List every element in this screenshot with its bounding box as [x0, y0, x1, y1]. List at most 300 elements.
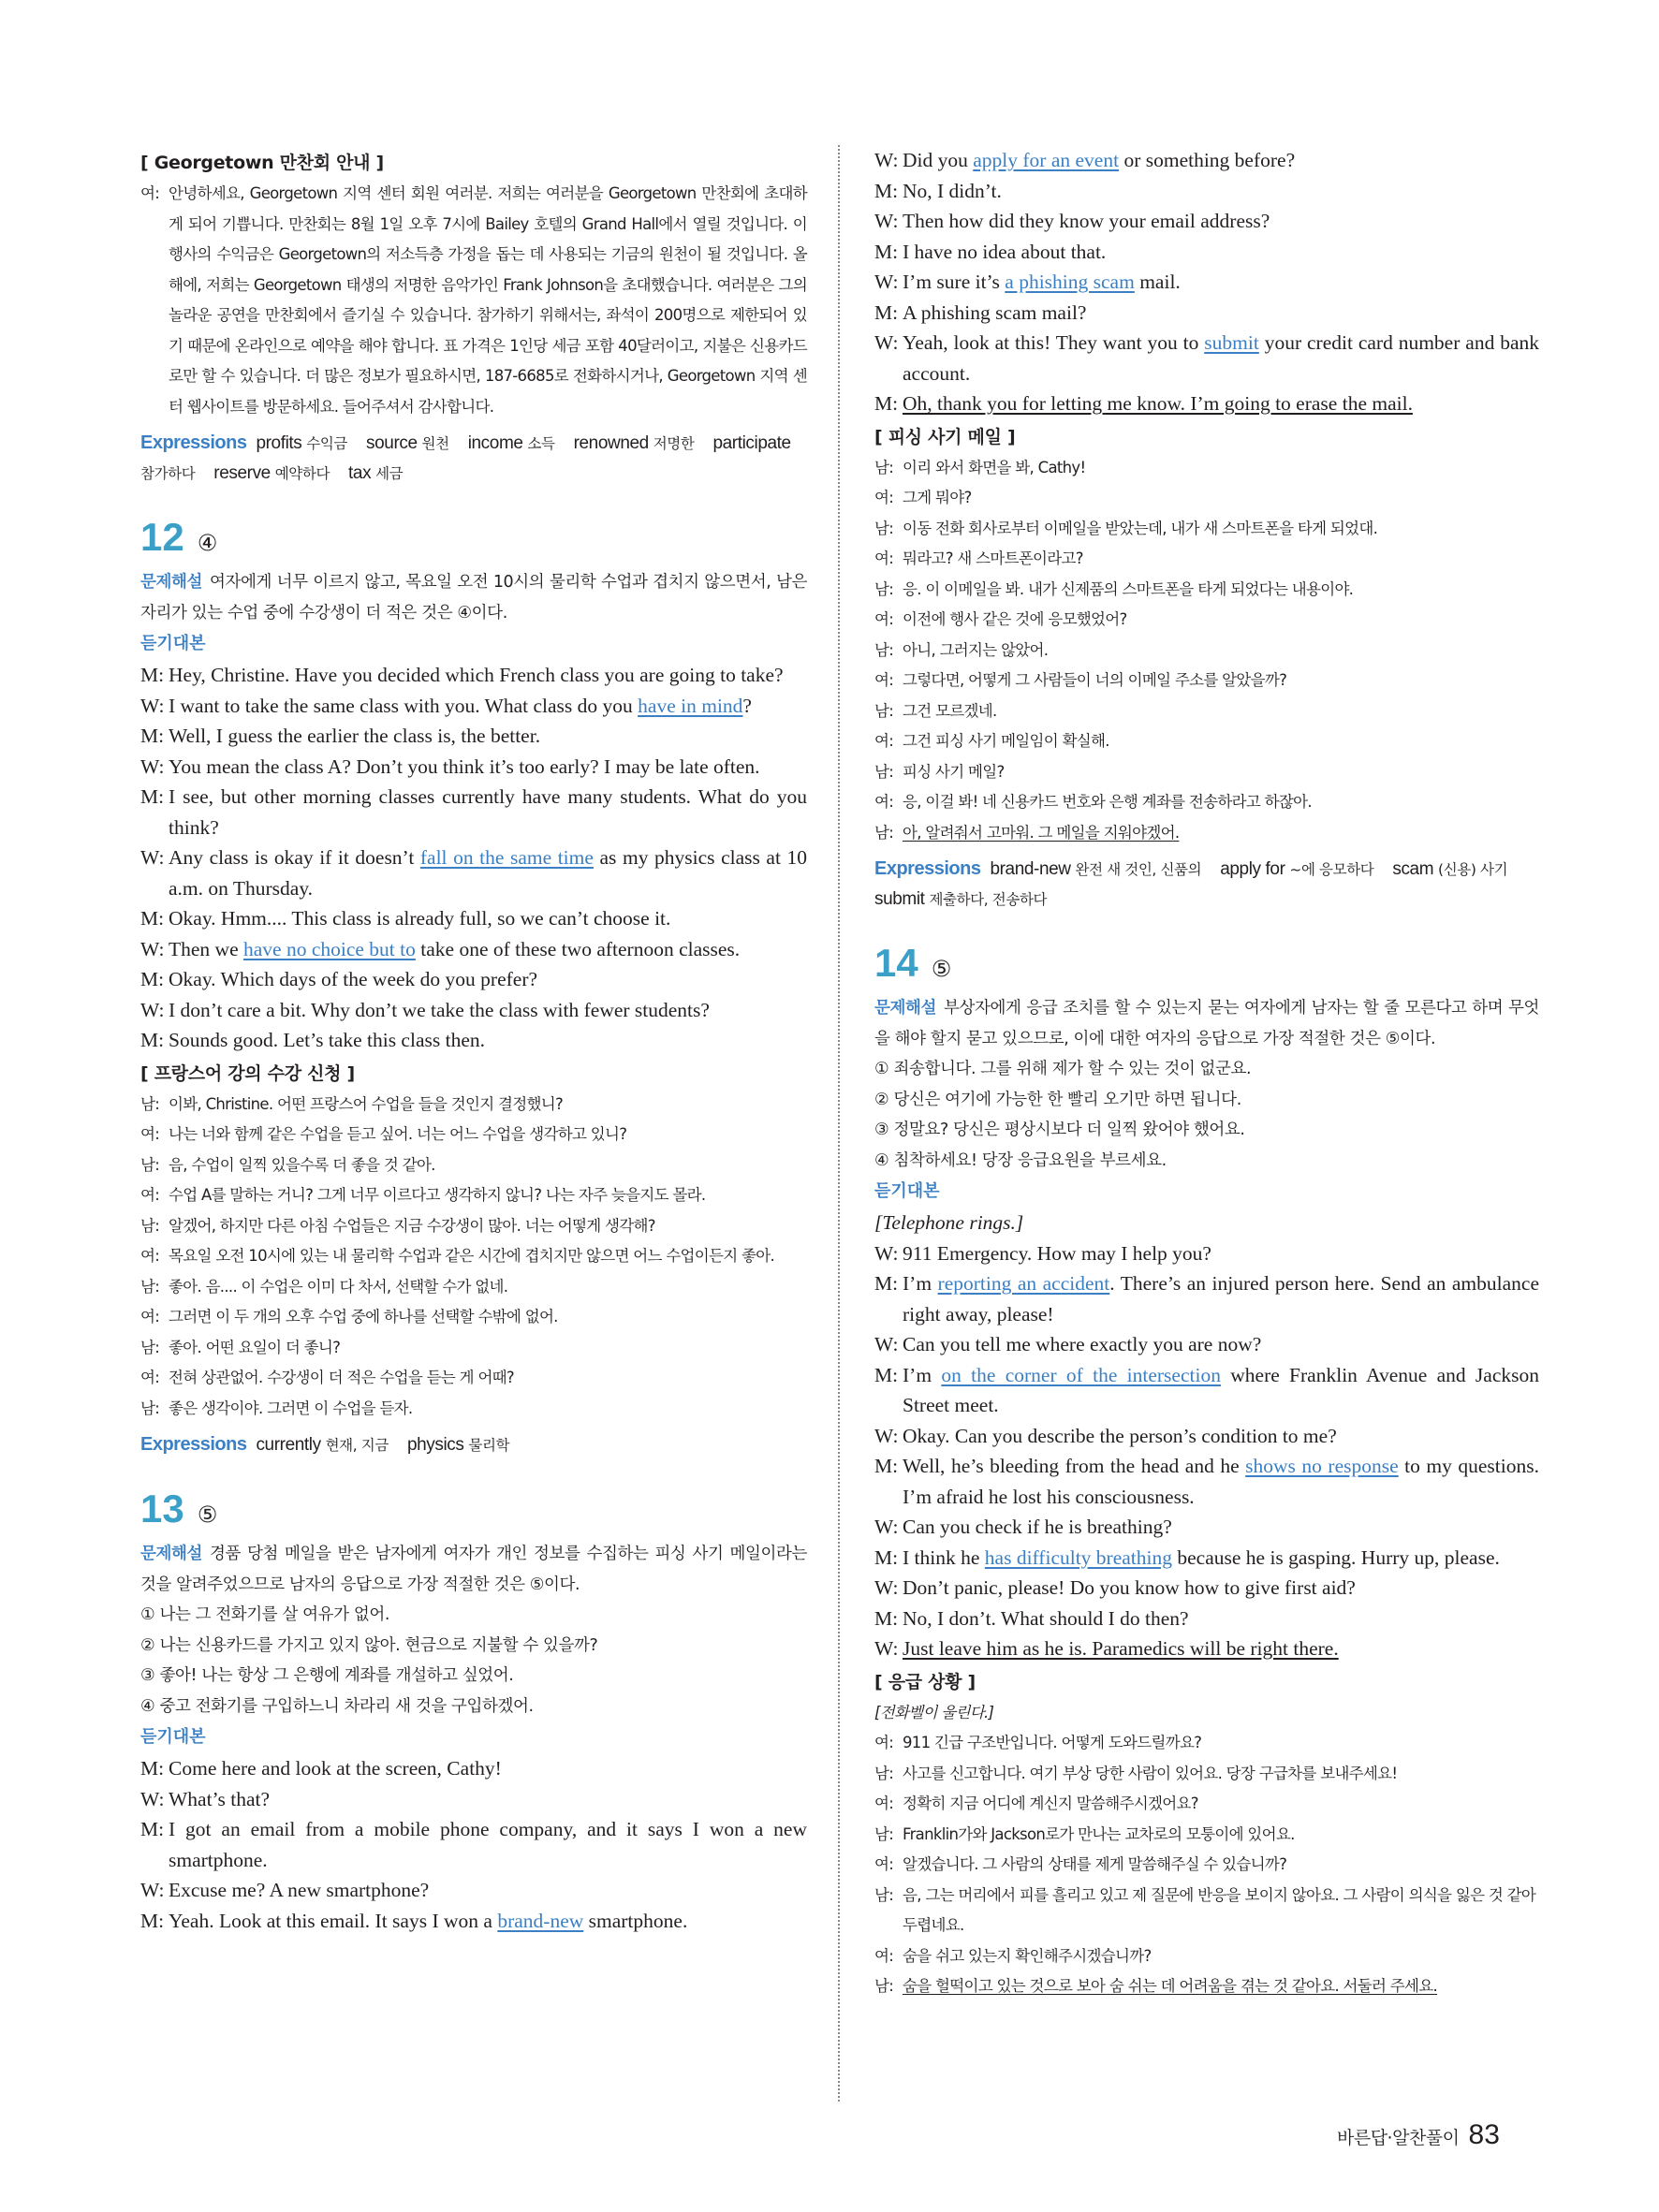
- key-expression: apply for an event: [973, 149, 1120, 171]
- expression-word: participate: [712, 433, 791, 453]
- speaker-label: W:: [140, 998, 165, 1021]
- translation-line: [874, 757, 1539, 788]
- script-line: [140, 660, 807, 691]
- line-text: Okay. Hmm.... This class is already full, so we can’t choose it.: [169, 907, 671, 930]
- translation-line: [874, 818, 1539, 849]
- script-line: [140, 1906, 807, 1937]
- key-expression: on the corner of the intersection: [941, 1363, 1221, 1386]
- page-footer: [1337, 2119, 1500, 2151]
- speaker-label: 남:: [874, 1824, 894, 1843]
- translation-line: [874, 1881, 1539, 1941]
- translation-line: [874, 787, 1539, 818]
- answer-sentence: Oh, thank you for letting me know. I’m going to erase the mail.: [903, 392, 1413, 415]
- line-text: 응. 이 이메일을 봐. 내가 신제품의 스마트폰을 타게 되었다는 내용이야.: [903, 579, 1354, 598]
- translation-line: [874, 605, 1539, 636]
- line-text: 이봐, Christine. 어떤 프랑스어 수업을 들을 것인지 결정했니?: [169, 1094, 564, 1113]
- text-segment: take one of these two afternoon classes.: [415, 937, 741, 960]
- translation-line: [874, 696, 1539, 727]
- expression-word: profits: [256, 433, 307, 453]
- line-text: [903, 145, 1539, 176]
- column-divider: [838, 145, 840, 2102]
- key-expression: have in mind: [638, 694, 743, 717]
- script-line: [874, 1633, 1539, 1664]
- script-13-continued: [874, 145, 1539, 419]
- line-text: 좋아. 어떤 요일이 더 좋니?: [169, 1338, 341, 1356]
- answer-mark: ⑤: [931, 956, 952, 982]
- script-line: [874, 1421, 1539, 1452]
- text-segment: ?: [742, 694, 752, 717]
- speaker-label: M:: [140, 907, 165, 930]
- script-line: [874, 145, 1539, 176]
- line-text: I see, but other morning classes currently have many students. What do you think?: [169, 785, 807, 839]
- speaker-label: W:: [874, 1333, 899, 1355]
- expressions-12: [140, 1429, 807, 1460]
- line-text: 음, 수업이 일찍 있을수록 더 좋을 것 같아.: [169, 1155, 435, 1174]
- speaker-label: W:: [874, 1576, 899, 1599]
- line-text: [169, 934, 807, 965]
- script-13: [140, 1753, 807, 1936]
- question-13-header: [140, 1485, 807, 1539]
- line-text: [903, 1268, 1539, 1329]
- line-text: What’s that?: [169, 1787, 271, 1810]
- text-segment: I’m sure it’s: [903, 271, 1006, 293]
- script-line: [874, 206, 1539, 237]
- stage-direction: [Telephone rings.]: [874, 1211, 1024, 1234]
- speaker-label: M:: [874, 300, 899, 324]
- text-segment: Then we: [169, 937, 243, 960]
- script-line: [874, 1573, 1539, 1604]
- line-text: 좋은 생각이야. 그러면 이 수업을 듣자.: [169, 1399, 413, 1417]
- script-line: [140, 782, 807, 842]
- answer-mark: ⑤: [197, 1502, 218, 1528]
- speaker-label: 남:: [874, 701, 894, 720]
- option-item: ③ 정말요? 당신은 평상시보다 더 일찍 왔어야 했어요.: [874, 1121, 1245, 1139]
- text-segment: Yeah, look at this! They want you to: [903, 331, 1205, 354]
- option-item: ① 나는 그 전화기를 살 여유가 없어.: [140, 1605, 389, 1624]
- option-item: ④ 중고 전화기를 구입하느니 차라리 새 것을 구입하겠어.: [140, 1696, 534, 1716]
- speaker-label: M:: [140, 1757, 165, 1780]
- text-segment: Did you: [903, 149, 974, 171]
- script-line: [140, 934, 807, 965]
- option-item: ③ 좋아! 나는 항상 그 은행에 계좌를 개설하고 싶었어.: [140, 1666, 514, 1685]
- question-number: 14: [874, 941, 918, 985]
- question-number: 13: [140, 1487, 184, 1531]
- explanation-12: [140, 567, 807, 628]
- script-line: [874, 388, 1539, 419]
- line-text: I got an email from a mobile phone company, and it says I won a new smartphone.: [169, 1818, 807, 1871]
- expressions-13: [874, 854, 1539, 915]
- speaker-label: W:: [874, 210, 899, 232]
- script-line: [874, 328, 1539, 388]
- line-text: Okay. Which days of the week do you prefer?: [169, 968, 538, 990]
- script-line: [140, 691, 807, 722]
- speaker-label: 여:: [140, 1186, 160, 1204]
- text-segment: where Franklin Avenue and Jackson Street meet.: [903, 1363, 1539, 1416]
- explanation-text: 부상자에게 응급 조치를 할 수 있는지 묻는 여자에게 남자는 할 줄 모른다고 하며 무엇을 해야 할지 묻고 있으므로, 이에 대한 여자의 응답으로 가장 적절한 것은 ⑤이다.: [874, 999, 1539, 1048]
- line-text: [903, 1451, 1539, 1512]
- expression-meaning: 물리학: [468, 1437, 510, 1454]
- translation-line: [140, 1333, 807, 1364]
- speaker-label: 남:: [874, 458, 894, 476]
- expression-meaning: 참가하다: [140, 465, 196, 482]
- translation-line: [140, 1302, 807, 1333]
- line-text: A phishing scam mail?: [903, 300, 1087, 324]
- speaker-label: 여:: [874, 489, 894, 506]
- speaker-label: 여:: [140, 184, 160, 202]
- line-text: 나는 너와 함께 같은 수업을 듣고 싶어. 너는 어느 수업을 생각하고 있니?: [169, 1125, 627, 1143]
- text-segment: or something before?: [1119, 149, 1296, 171]
- script-line: [874, 1543, 1539, 1574]
- line-text: [169, 842, 807, 903]
- speaker-label: W:: [874, 1241, 899, 1265]
- line-text: Well, I guess the earlier the class is, the better.: [169, 725, 541, 747]
- line-text: 사고를 신고합니다. 여기 부상 당한 사람이 있어요. 당장 구급차를 보내주세요!: [903, 1764, 1398, 1782]
- option-item: ① 죄송합니다. 그를 위해 제가 할 수 있는 것이 없군요.: [874, 1060, 1252, 1078]
- script-line: [140, 964, 807, 995]
- translation-12: [140, 1090, 807, 1425]
- script-line: [140, 1814, 807, 1875]
- book-title: 바른답·알찬풀이: [1337, 2128, 1460, 2148]
- script-line: [140, 1875, 807, 1906]
- speaker-label: W:: [874, 331, 899, 354]
- text-segment: to my questions. I’m afraid he lost his consciousness.: [903, 1455, 1539, 1508]
- line-text: 목요일 오전 10시에 있는 내 물리학 수업과 같은 시간에 겹치지만 않으면 어느 수업이든지 좋아.: [169, 1247, 775, 1265]
- translation-line: [874, 1759, 1539, 1790]
- expression-meaning: 원천: [421, 435, 449, 452]
- speaker-label: 여:: [874, 1734, 894, 1751]
- text-segment: Well, he’s bleeding from the head and he: [903, 1455, 1246, 1477]
- script-line: [874, 1451, 1539, 1512]
- speaker-label: M:: [874, 1272, 899, 1295]
- announce-paragraph: [140, 179, 807, 422]
- text-segment: I’m: [903, 1272, 938, 1295]
- line-text: [169, 691, 807, 722]
- line-text: 피싱 사기 메일?: [903, 762, 1005, 781]
- speaker-label: W:: [140, 937, 165, 960]
- options-13: [140, 1600, 807, 1721]
- speaker-label: 여:: [140, 1125, 160, 1143]
- speaker-label: M:: [140, 968, 165, 990]
- script-line: [140, 903, 807, 934]
- speaker-label: 남:: [874, 823, 894, 842]
- speaker-label: W:: [140, 1879, 165, 1901]
- expression-word: income: [467, 433, 528, 453]
- speaker-label: M:: [140, 785, 165, 808]
- speaker-label: M:: [874, 179, 899, 202]
- line-text: 알겠어, 하지만 다른 아침 수업들은 지금 수강생이 많아. 너는 어떻게 생각해?: [169, 1216, 655, 1235]
- speaker-label: 여:: [874, 610, 894, 628]
- speaker-label: 남:: [874, 579, 894, 598]
- script-line: [140, 752, 807, 783]
- speaker-label: W:: [874, 1637, 899, 1660]
- script-label: 듣기대본: [874, 1181, 940, 1201]
- text-segment: I want to take the same class with you. What class do you: [169, 694, 639, 717]
- expression-word: source: [366, 433, 422, 453]
- speaker-label: 여:: [874, 671, 894, 689]
- key-expression: shows no response: [1245, 1455, 1399, 1477]
- line-text: 그러면 이 두 개의 오후 수업 중에 하나를 선택할 수밖에 없어.: [169, 1308, 558, 1326]
- expression-word: reserve: [213, 463, 275, 483]
- translation-title-12: [ 프랑스어 강의 수강 신청 ]: [140, 1062, 355, 1084]
- line-text: 좋아. 음.... 이 수업은 이미 다 차서, 선택할 수가 없네.: [169, 1277, 508, 1296]
- speaker-label: M:: [874, 392, 899, 415]
- text-segment: as my physics class at 10 a.m. on Thursday.: [169, 846, 807, 900]
- speaker-label: 남:: [874, 640, 894, 659]
- expression-word: apply for: [1220, 859, 1290, 879]
- speaker-label: M:: [140, 1909, 165, 1932]
- text-segment: mail.: [1134, 271, 1181, 293]
- translation-line: [140, 1272, 807, 1303]
- line-text: [903, 328, 1539, 388]
- script-14: [874, 1238, 1539, 1664]
- line-text: Hey, Christine. Have you decided which French class you are going to take?: [169, 664, 784, 686]
- expression-meaning: 저명한: [653, 435, 695, 452]
- expressions-label: Expressions: [140, 1434, 247, 1455]
- explanation-label: 문제해설: [140, 1545, 203, 1563]
- translation-line: [874, 1728, 1539, 1759]
- text-segment: smartphone.: [583, 1909, 688, 1932]
- speaker-label: M:: [874, 1363, 899, 1386]
- speaker-label: 여:: [140, 1308, 160, 1326]
- translation-line: [874, 514, 1539, 545]
- speaker-label: W:: [874, 1516, 899, 1538]
- speaker-label: 남:: [874, 1885, 894, 1904]
- line-text: 수업 A를 말하는 거니? 그게 너무 이르다고 생각하지 않니? 나는 자주 늦을지도 몰라.: [169, 1186, 706, 1204]
- speaker-label: W:: [140, 754, 165, 778]
- line-text: 알겠습니다. 그 사람의 상태를 제게 말씀해주실 수 있습니까?: [903, 1855, 1287, 1873]
- line-text: 그건 모르겠네.: [903, 701, 997, 720]
- script-line: [874, 1512, 1539, 1543]
- expression-meaning: 완전 새 것인, 신품의: [1075, 861, 1202, 878]
- script-line: [874, 1360, 1539, 1421]
- expressions-label: Expressions: [874, 858, 981, 879]
- text-segment: Yeah. Look at this email. It says I won a: [169, 1909, 498, 1932]
- expression-word: currently: [256, 1435, 326, 1455]
- text-segment: your credit card number and bank account.: [903, 331, 1540, 385]
- line-text: Then how did they know your email address?: [903, 210, 1270, 232]
- expressions-11: [140, 428, 807, 489]
- translation-line: [140, 1090, 807, 1121]
- script-12: [140, 660, 807, 1056]
- translation-line: [140, 1241, 807, 1272]
- expression-word: scam: [1392, 859, 1439, 879]
- speaker-label: 여:: [874, 793, 894, 811]
- expressions-label: Expressions: [140, 432, 247, 453]
- expression-meaning: 수익금: [306, 435, 348, 452]
- speaker-label: 남:: [140, 1277, 160, 1296]
- line-text: Don’t panic, please! Do you know how to give first aid?: [903, 1576, 1356, 1599]
- line-text: I don’t care a bit. Why don’t we take the class with fewer students?: [169, 998, 710, 1021]
- translation-line: [140, 1180, 807, 1211]
- script-line: [874, 1329, 1539, 1360]
- line-text: No, I don’t. What should I do then?: [903, 1606, 1189, 1630]
- line-text: No, I didn’t.: [903, 179, 1002, 202]
- script-label: 듣기대본: [140, 634, 206, 653]
- speaker-label: 남:: [140, 1399, 160, 1417]
- line-text: [903, 388, 1539, 419]
- translation-line: [140, 1211, 807, 1242]
- line-text: Franklin가와 Jackson로가 만나는 교차로의 모퉁이에 있어요.: [903, 1824, 1295, 1843]
- translation-13: [874, 453, 1539, 849]
- line-text: 전혀 상관없어. 수강생이 더 적은 수업을 듣는 게 어때?: [169, 1369, 514, 1386]
- script-line: [874, 1268, 1539, 1329]
- speaker-label: 여:: [874, 1795, 894, 1812]
- line-text: Sounds good. Let’s take this class then.: [169, 1029, 485, 1051]
- speaker-label: W:: [140, 694, 165, 717]
- answer-sentence: 숨을 헐떡이고 있는 것으로 보아 숨 쉬는 데 어려움을 겪는 것 같아요. 서둘러 주세요.: [903, 1977, 1438, 1995]
- expression-meaning: 예약하다: [274, 465, 330, 482]
- speaker-label: W:: [874, 149, 899, 171]
- page-number: 83: [1468, 2119, 1500, 2150]
- speaker-label: M:: [140, 1029, 165, 1051]
- expression-word: brand-new: [990, 859, 1076, 879]
- speaker-label: 남:: [140, 1216, 160, 1235]
- expression-meaning: 현재, 지금: [325, 1437, 389, 1454]
- explanation-14: [874, 993, 1539, 1054]
- question-14-header: [874, 939, 1539, 993]
- text-segment: Any class is okay if it doesn’t: [169, 846, 420, 869]
- expression-word: physics: [406, 1435, 469, 1455]
- script-line: [140, 1784, 807, 1815]
- line-text: [903, 267, 1539, 298]
- expression-meaning: 소득: [527, 435, 555, 452]
- line-text: [169, 1906, 807, 1937]
- translation-title-14: [ 응급 상황 ]: [874, 1671, 976, 1692]
- script-line: [874, 298, 1539, 329]
- translation-line: [874, 483, 1539, 514]
- translation-line: [140, 1394, 807, 1425]
- script-line: [874, 267, 1539, 298]
- announce-text: 안녕하세요, Georgetown 지역 센터 회원 여러분. 저희는 여러분을 Georgetown 만찬회에 초대하게 되어 기쁩니다. 만찬회는 8월 1일 오후 7시에 Bailey 호텔의 Grand Hall에서 열릴 것입니다. 이 행사의 수익금은 Georgetown의 저소득층 가정을 돕는 데 사용되는 기금의 원천이 될 것입니다. 올해에, 저희는 Georgetown 태생의 저명한 음악가인 Frank Johnson을 초대했습니다. 여러분은 그의 놀라운 공연을 만찬회에서 즐기실 수 있습니다. 참가하기 위해서는, 좌석이 200명으로 제한되어 있기 때문에 온라인으로 예약을 해야 합니다. 표 가격은 1인당 세금 포함 40달러이고, 지불은 신용카드로만 할 수 있습니다. 더 많은 정보가 필요하시면, 187-6685로 전화하시거나, Georgetown 지역 센터 웹사이트를 방문하세요. 들어주셔서 감사합니다.: [169, 184, 807, 416]
- script-label: 듣기대본: [140, 1727, 206, 1747]
- line-text: 911 Emergency. How may I help you?: [903, 1241, 1211, 1265]
- speaker-label: M:: [140, 725, 165, 747]
- line-text: 정확히 지금 어디에 계신지 말씀해주시겠어요?: [903, 1795, 1198, 1812]
- speaker-label: 남:: [140, 1094, 160, 1113]
- script-line: [874, 176, 1539, 207]
- line-text: [903, 1360, 1539, 1421]
- speaker-label: 여:: [140, 1247, 160, 1265]
- option-item: ② 나는 신용카드를 가지고 있지 않아. 현금으로 지불할 수 있을까?: [140, 1635, 598, 1655]
- explanation-text: 여자에게 너무 이르지 않고, 목요일 오전 10시의 물리학 수업과 겹치지 않으면서, 남은 자리가 있는 수업 중에 수강생이 더 적은 것은 ④이다.: [140, 573, 807, 623]
- script-line: [140, 1753, 807, 1784]
- line-text: [903, 1633, 1539, 1664]
- script-line: [140, 842, 807, 903]
- line-text: [903, 1971, 1539, 2002]
- speaker-label: 여:: [874, 549, 894, 567]
- speaker-label: W:: [874, 1424, 899, 1447]
- script-line: [140, 1025, 807, 1056]
- line-text: 그건 피싱 사기 메일임이 확실해.: [903, 732, 1109, 750]
- right-column: [874, 145, 1539, 2002]
- expression-meaning: ~에 응모하다: [1289, 861, 1374, 878]
- line-text: 이동 전화 회사로부터 이메일을 받았는데, 내가 새 스마트폰을 타게 되었대.: [903, 519, 1378, 537]
- option-item: ② 당신은 여기에 가능한 한 빨리 오기만 하면 됩니다.: [874, 1090, 1241, 1109]
- question-12-header: [140, 513, 807, 567]
- answer-sentence: Just leave him as he is. Paramedics will be right there.: [903, 1637, 1339, 1660]
- key-expression: have no choice but to: [243, 937, 416, 960]
- line-text: 그렇다면, 어떻게 그 사람들이 너의 이메일 주소를 알았을까?: [903, 671, 1287, 689]
- explanation-label: 문제해설: [874, 999, 937, 1018]
- speaker-label: 여:: [874, 1946, 894, 1965]
- script-line: [874, 237, 1539, 268]
- answer-mark: ④: [197, 530, 218, 556]
- left-column: [140, 145, 807, 1936]
- translation-title-13: [ 피싱 사기 메일 ]: [874, 426, 1016, 447]
- expression-word: tax: [348, 463, 376, 483]
- speaker-label: M:: [874, 1606, 899, 1630]
- speaker-label: M:: [140, 664, 165, 686]
- script-line: [140, 995, 807, 1026]
- key-expression: a phishing scam: [1005, 271, 1135, 293]
- speaker-label: 남:: [874, 1977, 894, 1995]
- translation-line: [874, 1789, 1539, 1820]
- explanation-label: 문제해설: [140, 573, 203, 592]
- key-expression: submit: [1204, 331, 1259, 354]
- options-14: [874, 1054, 1539, 1176]
- script-line: [874, 1238, 1539, 1269]
- line-text: Can you tell me where exactly you are now?: [903, 1333, 1262, 1355]
- translation-line: [874, 1971, 1539, 2002]
- speaker-label: M:: [140, 1818, 165, 1840]
- text-segment: I’m: [903, 1363, 942, 1386]
- translation-line: [140, 1150, 807, 1181]
- speaker-label: 남:: [874, 762, 894, 781]
- translation-line: [140, 1120, 807, 1150]
- key-expression: fall on the same time: [419, 846, 594, 869]
- speaker-label: 여:: [874, 1855, 894, 1873]
- line-text: [903, 1543, 1539, 1574]
- line-text: 뭐라고? 새 스마트폰이라고?: [903, 549, 1083, 567]
- speaker-label: 남:: [140, 1155, 160, 1174]
- line-text: 숨을 쉬고 있는지 확인해주시겠습니까?: [903, 1946, 1152, 1965]
- key-expression: brand-new: [497, 1909, 584, 1932]
- line-text: Come here and look at the screen, Cathy!: [169, 1757, 502, 1780]
- line-text: Can you check if he is breathing?: [903, 1516, 1172, 1538]
- translation-line: [874, 544, 1539, 575]
- text-segment: . There’s an injured person here. Send an ambulance right away, please!: [903, 1272, 1539, 1326]
- speaker-label: 남:: [140, 1338, 160, 1356]
- speaker-label: M:: [874, 240, 899, 263]
- line-text: 이전에 행사 같은 것에 응모했었어?: [903, 610, 1127, 628]
- text-segment: I think he: [903, 1545, 985, 1569]
- translation-line: [874, 666, 1539, 696]
- line-text: Okay. Can you describe the person’s condition to me?: [903, 1424, 1337, 1447]
- option-item: ④ 침착하세요! 당장 응급요원을 부르세요.: [874, 1150, 1167, 1170]
- explanation-text: 경품 당첨 메일을 받은 남자에게 여자가 개인 정보를 수집하는 피싱 사기 메일이라는 것을 알려주었으므로 남자의 응답으로 가장 적절한 것은 ⑤이다.: [140, 1545, 807, 1594]
- line-text: I have no idea about that.: [903, 240, 1107, 263]
- speaker-label: W:: [874, 271, 899, 293]
- translation-line: [874, 726, 1539, 757]
- line-text: 음, 그는 머리에서 피를 흘리고 있고 제 질문에 반응을 보이지 않아요. 그 사람이 의식을 잃은 것 같아 두렵네요.: [903, 1885, 1536, 1934]
- translation-line: [874, 1850, 1539, 1881]
- stage-direction-korean: [전화벨이 울린다.]: [874, 1703, 994, 1721]
- translation-line: [874, 453, 1539, 484]
- translation-14: [874, 1728, 1539, 2002]
- announce-title: [ Georgetown 만찬회 안내 ]: [140, 153, 384, 173]
- speaker-label: 남:: [874, 1764, 894, 1782]
- speaker-label: W:: [140, 1787, 165, 1810]
- line-text: Excuse me? A new smartphone?: [169, 1879, 430, 1901]
- line-text: 이리 와서 화면을 봐, Cathy!: [903, 458, 1086, 476]
- expression-word: submit: [874, 889, 930, 909]
- explanation-13: [140, 1539, 807, 1600]
- line-text: You mean the class A? Don’t you think it’s too early? I may be late often.: [169, 754, 760, 778]
- line-text: [903, 818, 1539, 849]
- line-text: 911 긴급 구조반입니다. 어떻게 도와드릴까요?: [903, 1734, 1202, 1751]
- speaker-label: 남:: [874, 519, 894, 537]
- line-text: 그게 뭐야?: [903, 489, 972, 506]
